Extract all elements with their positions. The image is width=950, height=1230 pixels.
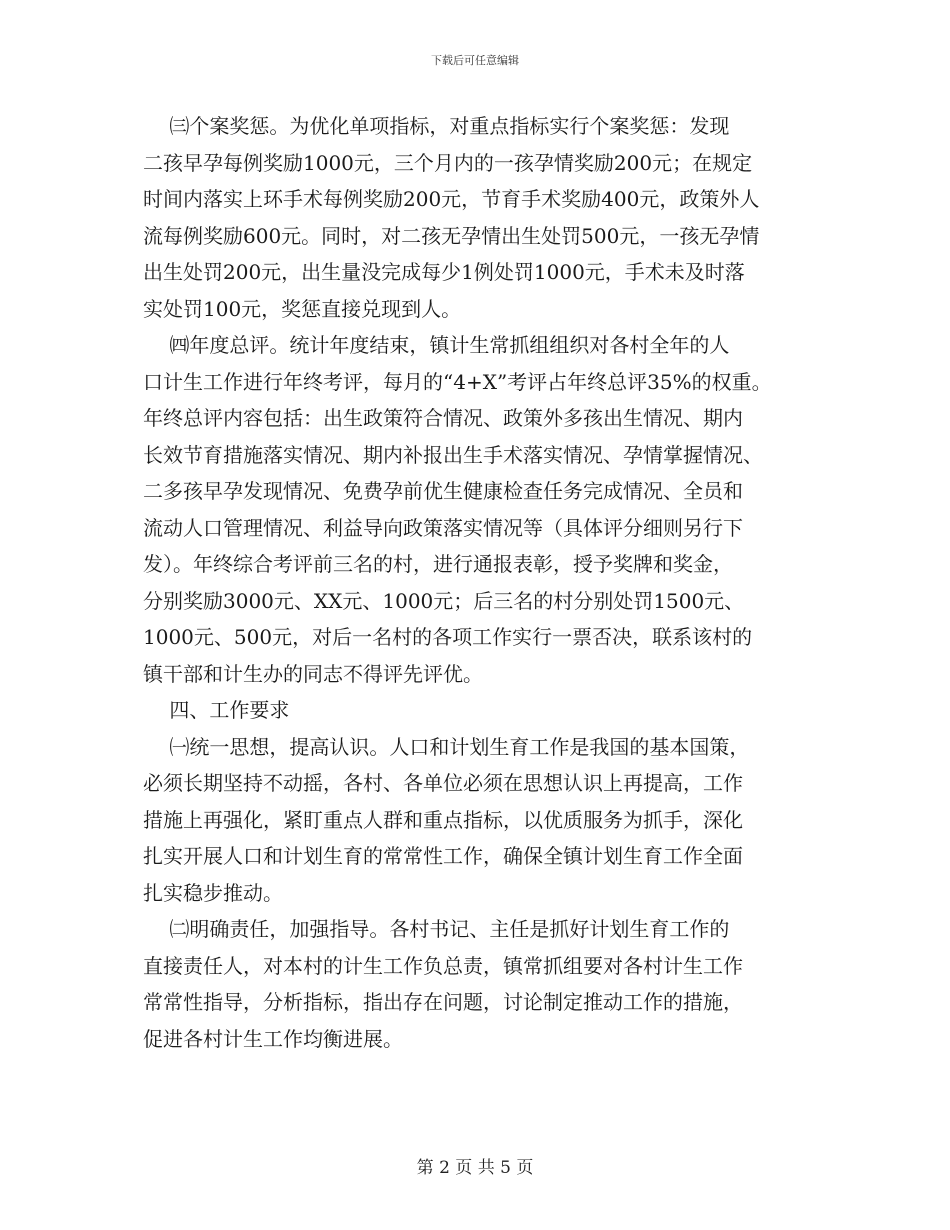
text-line: 实处罚100元，奖惩直接兑现到人。 xyxy=(143,296,462,321)
text-line: 直接责任人，对本村的计生工作负总责，镇常抓组要对各村计生工作 xyxy=(143,953,743,978)
text-line: ㈡明确责任，加强指导。各村书记、主任是抓好计划生育工作的 xyxy=(143,917,730,941)
text-line: 扎实稳步推动。 xyxy=(143,880,283,905)
text-line: 镇干部和计生办的同志不得评先评优。 xyxy=(143,661,483,686)
text-line: 促进各村计生工作均衡进展。 xyxy=(143,1026,403,1051)
section-heading: 四、工作要求 xyxy=(143,698,290,722)
page-header: 下载后可任意编辑 xyxy=(431,54,519,67)
text-line: 流动人口管理情况、利益导向政策落实情况等（具体评分细则另行下 xyxy=(143,515,743,540)
text-line: 口计生工作进行年终考评，每月的“4+X”考评占年终总评35%的权重。 xyxy=(143,369,772,394)
text-line: 二孩早孕每例奖励1000元，三个月内的一孩孕情奖励200元；在规定 xyxy=(143,150,753,175)
text-line: 长效节育措施落实情况、期内补报出生手术落实情况、孕情掌握情况、 xyxy=(143,442,763,467)
text-line: 分别奖励3000元、XX元、1000元；后三名的村分别处罚1500元、 xyxy=(143,588,745,613)
text-line: 必须长期坚持不动摇，各村、各单位必须在思想认识上再提高，工作 xyxy=(143,771,743,795)
text-line: 时间内落实上环手术每例奖励200元，节育手术奖励400元，政策外人 xyxy=(143,187,760,211)
text-line: 1000元、500元，对后一名村的各项工作实行一票否决，联系该村的 xyxy=(143,625,753,649)
text-line: ㈢个案奖惩。为优化单项指标，对重点指标实行个案奖惩：发现 xyxy=(143,114,730,138)
text-line: 年终总评内容包括：出生政策符合情况、政策外多孩出生情况、期内 xyxy=(143,406,743,430)
text-line: ㈣年度总评。统计年度结束，镇计生常抓组组织对各村全年的人 xyxy=(143,333,730,357)
text-line: 扎实开展人口和计划生育的常常性工作，确保全镇计划生育工作全面 xyxy=(143,844,743,868)
text-line: 发）。年终综合考评前三名的村，进行通报表彰，授予奖牌和奖金， xyxy=(143,552,733,576)
text-line: 流每例奖励600元。同时，对二孩无孕情出生处罚500元，一孩无孕情 xyxy=(143,223,760,248)
text-line: 措施上再强化，紧盯重点人群和重点指标，以优质服务为抓手，深化 xyxy=(143,807,743,832)
text-line: 常常性指导，分析指标，指出存在问题，讨论制定推动工作的措施， xyxy=(143,990,743,1014)
text-line: 出生处罚200元，出生量没完成每少1例处罚1000元，手术未及时落 xyxy=(143,260,745,284)
page-footer: 第 2 页 共 5 页 xyxy=(416,1158,534,1178)
text-line: 二多孩早孕发现情况、免费孕前优生健康检查任务完成情况、全员和 xyxy=(143,479,743,503)
document-body xyxy=(143,108,813,1057)
text-line: ㈠统一思想，提高认识。人口和计划生育工作是我国的基本国策， xyxy=(143,734,750,759)
